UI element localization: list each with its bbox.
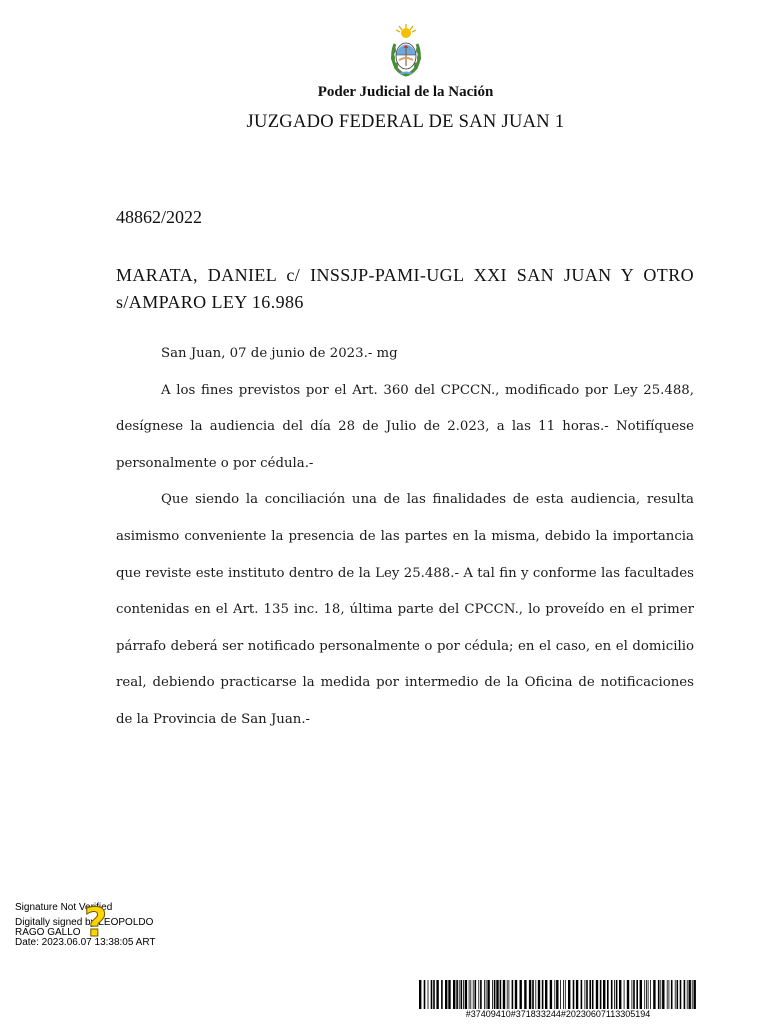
barcode-bar xyxy=(576,980,578,1009)
barcode-bar xyxy=(503,980,505,1009)
barcode-bar xyxy=(662,980,664,1009)
barcode-bar xyxy=(492,980,493,1009)
barcode-bar xyxy=(469,980,470,1009)
barcode-bar xyxy=(560,980,561,1009)
barcode-bar xyxy=(586,980,588,1009)
barcode-bar xyxy=(585,980,586,1009)
barcode-bar xyxy=(473,980,474,1009)
barcode-bar xyxy=(600,980,602,1009)
barcode-bar xyxy=(535,980,536,1009)
barcode-bar xyxy=(607,980,609,1009)
barcode-bar xyxy=(529,980,531,1009)
barcode-bar xyxy=(596,980,598,1009)
barcode-bar xyxy=(496,980,498,1009)
barcode-bar xyxy=(563,980,564,1009)
date-line: San Juan, 07 de junio de 2023.- mg xyxy=(161,346,398,361)
barcode-bar xyxy=(675,980,676,1009)
barcode-bar xyxy=(653,980,655,1009)
court-subtitle: JUZGADO FEDERAL DE SAN JUAN 1 xyxy=(246,112,565,132)
barcode-bar xyxy=(515,980,517,1009)
barcode-bar xyxy=(428,980,429,1009)
case-title: MARATA, DANIEL c/ INSSJP-PAMI-UGL XXI SAN JUAN Y OTRO s/AMPARO LEY 16.986 xyxy=(116,265,694,312)
barcode-bar xyxy=(433,980,435,1009)
resolution-body xyxy=(116,336,694,739)
barcode-bar xyxy=(573,980,575,1009)
barcode-bar xyxy=(424,980,426,1009)
barcode-bar xyxy=(456,980,458,1009)
barcode-bar xyxy=(636,980,638,1009)
barcode-bar xyxy=(611,980,613,1009)
barcode-bar xyxy=(648,980,649,1009)
barcode-bar xyxy=(463,980,464,1009)
barcode-bar xyxy=(465,980,467,1009)
barcode-bar xyxy=(650,980,651,1009)
barcode-bar xyxy=(603,980,605,1009)
barcode-bar xyxy=(667,980,668,1009)
barcode-bar xyxy=(448,980,450,1009)
barcode-bar xyxy=(436,980,438,1009)
barcode-bar xyxy=(632,980,633,1009)
barcode-bar xyxy=(520,980,522,1009)
question-mark-icon: ? xyxy=(84,900,108,946)
barcode-bar xyxy=(441,980,443,1009)
barcode-bar xyxy=(550,980,552,1009)
barcode-bar xyxy=(581,980,583,1009)
barcode-bar xyxy=(687,980,688,1009)
barcode-bar xyxy=(545,980,547,1009)
barcode-bar xyxy=(669,980,670,1009)
barcode-bar xyxy=(509,980,510,1009)
barcode-bar xyxy=(694,980,696,1009)
barcode-bar xyxy=(689,980,691,1009)
barcode-bar xyxy=(480,980,482,1009)
body-paragraph: A los fines previstos por el Art. 360 del CPCCN., modificado por Ley 25.488, desígnese la audiencia del día 28 de Julio de 2.023, a las 11 horas.- Notifíquese personalmente o por cédula.- xyxy=(116,382,694,471)
barcode-bar xyxy=(640,980,642,1009)
barcode-bar xyxy=(592,980,594,1009)
barcode-bar xyxy=(644,980,645,1009)
barcode-bar xyxy=(419,980,421,1009)
barcode-bar xyxy=(487,980,489,1009)
barcode-bar xyxy=(532,980,534,1009)
barcode-bar xyxy=(431,980,433,1009)
barcode-bar xyxy=(565,980,566,1009)
barcode-bar xyxy=(484,980,485,1009)
barcode-bar xyxy=(684,980,686,1009)
court-name: Poder Judicial de la Nación xyxy=(317,84,494,100)
barcode-bar xyxy=(692,980,693,1009)
barcode-bar xyxy=(616,980,618,1009)
signature-signer-name: RAGO GALLO xyxy=(15,927,81,938)
barcode-bar xyxy=(554,980,555,1009)
signature-signer: Digitally signed by LEOPOLDO xyxy=(15,917,154,928)
barcode-bar xyxy=(445,980,447,1009)
coat-of-arms-icon xyxy=(386,22,426,78)
signature-date: Date: 2023.06.07 13:38:05 ART xyxy=(15,937,156,948)
barcode-bar xyxy=(568,980,570,1009)
barcode-bar xyxy=(624,980,625,1009)
barcode-bar xyxy=(453,980,455,1009)
signature-status: Signature Not Verified xyxy=(15,902,113,913)
barcode-bar xyxy=(677,980,679,1009)
barcode-bar xyxy=(478,980,479,1009)
barcode-bar xyxy=(512,980,514,1009)
barcode-bar xyxy=(627,980,629,1009)
barcode-bar xyxy=(494,980,496,1009)
barcode-bar xyxy=(614,980,615,1009)
barcode-bar xyxy=(475,980,477,1009)
barcode-bar xyxy=(461,980,463,1009)
barcode-bar xyxy=(524,980,526,1009)
barcode-bar xyxy=(658,980,660,1009)
barcode-bar xyxy=(680,980,682,1009)
barcode-bar xyxy=(619,980,621,1009)
barcode xyxy=(418,980,698,1009)
barcode-bar xyxy=(589,980,591,1009)
barcode-text: #37409410#371833244#20230607113305194 xyxy=(465,1009,651,1019)
barcode-bar xyxy=(671,980,673,1009)
barcode-bar xyxy=(542,980,544,1009)
barcode-bar xyxy=(556,980,558,1009)
barcode-bar xyxy=(633,980,635,1009)
barcode-bar xyxy=(646,980,647,1009)
barcode-bar xyxy=(507,980,508,1009)
body-paragraph: Que siendo la conciliación una de las finalidades de esta audiencia, resulta asimismo conveniente la presencia de las partes en la misma, debido la importancia que reviste este instituto dentro de la Ley 25.488.- A tal fin y conforme las facultades contenidas en el Art. 135 inc. 18, última parte del CPCCN., lo proveído en el primer párrafo deberá ser notificado personalmente o por cédula; en el caso, en el domicilio real, debiendo practicarse la medida por intermedio de la Oficina de notificaciones de la Provincia de San Juan.- xyxy=(116,492,694,727)
barcode-bar xyxy=(660,980,661,1009)
barcode-bar xyxy=(459,980,460,1009)
barcode-bar xyxy=(470,980,471,1009)
case-number: 48862/2022 xyxy=(116,207,203,227)
barcode-bar xyxy=(500,980,502,1009)
barcode-bar xyxy=(538,980,540,1009)
barcode-bar xyxy=(486,980,487,1009)
